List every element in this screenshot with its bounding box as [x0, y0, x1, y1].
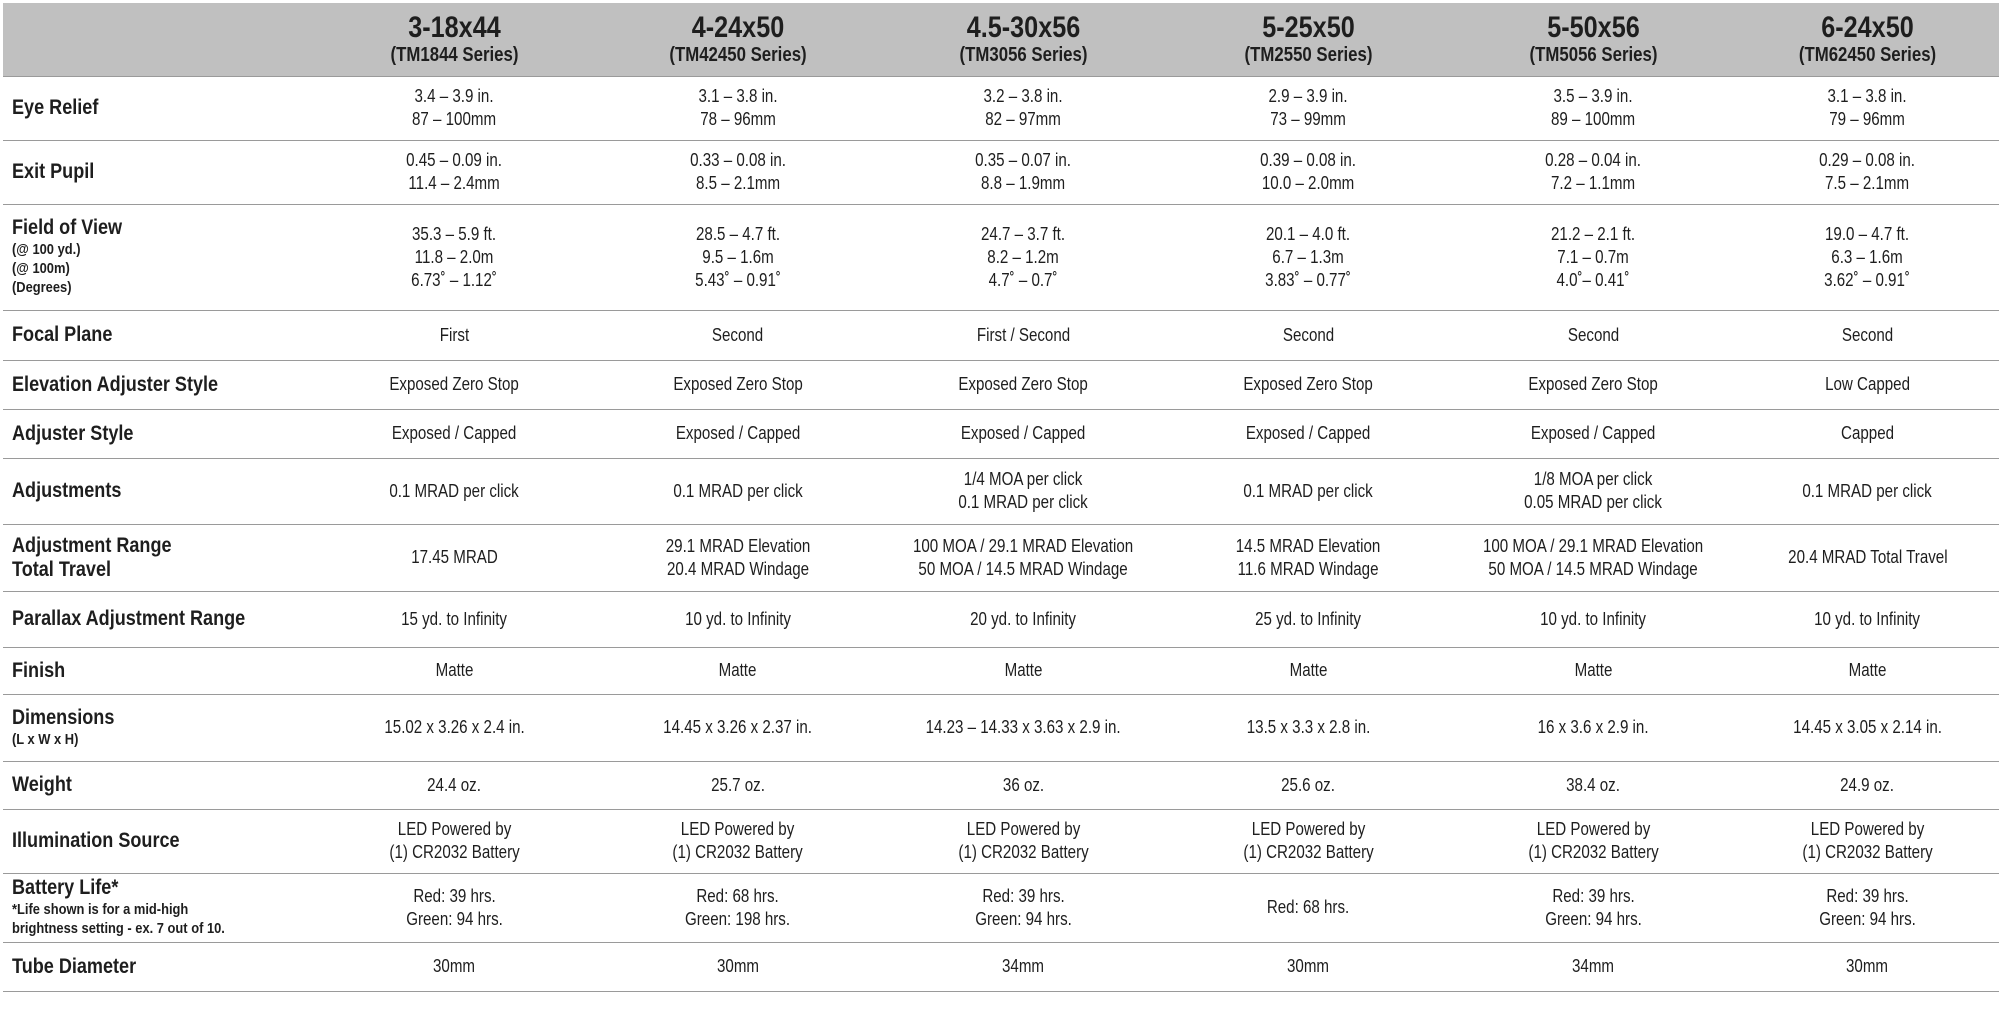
spec-value: 1/4 MOA per click 0.1 MRAD per click	[958, 469, 1089, 512]
spec-value: 0.39 – 0.08 in. 10.0 – 2.0mm	[1260, 150, 1357, 193]
spec-value: Exposed / Capped	[675, 423, 801, 443]
spec-value: Second	[1841, 324, 1894, 345]
table-body	[3, 76, 1999, 991]
row-label	[12, 829, 180, 853]
spec-cell	[1166, 310, 1451, 360]
spec-value: 25.6 oz.	[1281, 774, 1336, 795]
row-label	[12, 955, 136, 979]
table-row	[3, 809, 1999, 873]
spec-value: Matte	[1848, 660, 1887, 680]
spec-cell	[1736, 310, 1999, 360]
spec-value: 19.0 – 4.7 ft. 6.3 – 1.6m 3.62˚ – 0.91˚	[1824, 223, 1911, 290]
spec-cell	[595, 140, 881, 204]
spec-value: Red: 39 hrs. Green: 94 hrs.	[406, 885, 503, 929]
spec-cell	[1451, 140, 1736, 204]
row-label-note: *Life shown is for a mid-high	[12, 901, 189, 918]
spec-value: Matte	[1574, 660, 1613, 680]
spec-value: 14.23 – 14.33 x 3.63 x 2.9 in.	[925, 717, 1122, 737]
row-label-note: (@ 100m)	[12, 260, 70, 277]
spec-value: 28.5 – 4.7 ft. 9.5 – 1.6m 5.43˚ – 0.91˚	[695, 223, 781, 290]
spec-value: Red: 39 hrs. Green: 94 hrs.	[1819, 885, 1916, 929]
spec-cell	[1736, 873, 1999, 942]
spec-value: 3.2 – 3.8 in. 82 – 97mm	[983, 86, 1064, 129]
row-label	[12, 534, 172, 582]
spec-cell	[1451, 524, 1736, 591]
spec-value: Exposed Zero Stop	[1243, 374, 1374, 394]
spec-cell	[1166, 873, 1451, 942]
row-label-text: Dimensions	[12, 705, 115, 729]
spec-value: 1/8 MOA per click 0.05 MRAD per click	[1524, 469, 1663, 512]
spec-value: Exposed Zero Stop	[1528, 374, 1659, 394]
spec-cell	[595, 310, 881, 360]
spec-cell	[881, 761, 1166, 809]
spec-value: 10 yd. to Infinity	[685, 608, 791, 629]
spec-cell	[881, 809, 1166, 873]
model-name: 4.5-30x56	[966, 11, 1081, 45]
spec-cell	[314, 873, 595, 942]
spec-value: 0.35 – 0.07 in. 8.8 – 1.9mm	[975, 150, 1072, 193]
spec-value: First / Second	[976, 324, 1071, 345]
row-label-text: Adjustments	[12, 479, 122, 502]
row-label-cell	[3, 761, 314, 809]
spec-cell	[881, 310, 1166, 360]
model-name: 5-50x56	[1547, 11, 1640, 45]
spec-value: LED Powered by (1) CR2032 Battery	[1528, 819, 1659, 862]
spec-value: 0.28 – 0.04 in. 7.2 – 1.1mm	[1545, 150, 1642, 193]
row-label	[12, 773, 72, 797]
spec-cell	[1166, 360, 1451, 409]
spec-value: 20 yd. to Infinity	[970, 608, 1077, 629]
spec-cell	[1736, 809, 1999, 873]
row-label	[12, 216, 122, 297]
table-row	[3, 694, 1999, 761]
spec-cell	[1736, 204, 1999, 310]
spec-value: LED Powered by (1) CR2032 Battery	[672, 819, 804, 862]
spec-cell	[1451, 360, 1736, 409]
spec-cell	[1451, 873, 1736, 942]
spec-value: Second	[1567, 324, 1620, 345]
spec-value: 30mm	[1846, 956, 1889, 976]
spec-cell	[314, 761, 595, 809]
spec-cell	[1736, 409, 1999, 458]
spec-cell	[1166, 647, 1451, 694]
table-row	[3, 591, 1999, 647]
spec-value: 25.7 oz.	[711, 774, 765, 795]
spec-value: 30mm	[1287, 956, 1330, 976]
spec-value: Exposed Zero Stop	[389, 374, 520, 394]
model-series: (TM3056 Series)	[959, 44, 1088, 67]
table-row	[3, 310, 1999, 360]
row-label-text: Eye Relief	[12, 96, 99, 119]
spec-cell	[314, 204, 595, 310]
model-name: 3-18x44	[408, 11, 501, 45]
spec-value: First	[439, 324, 470, 345]
spec-cell	[1451, 591, 1736, 647]
spec-value: 20.1 – 4.0 ft. 6.7 – 1.3m 3.83˚ – 0.77˚	[1265, 223, 1352, 290]
spec-value: 14.5 MRAD Elevation 11.6 MRAD Windage	[1236, 535, 1381, 579]
spec-value: 34mm	[1572, 956, 1615, 976]
row-label-cell	[3, 409, 314, 458]
spec-value: 13.5 x 3.3 x 2.8 in.	[1246, 717, 1371, 737]
spec-cell	[595, 76, 881, 140]
row-label-text: Focal Plane	[12, 323, 113, 346]
row-label-text: Parallax Adjustment Range	[12, 607, 246, 630]
spec-cell	[1166, 809, 1451, 873]
spec-value: 16 x 3.6 x 2.9 in.	[1538, 717, 1649, 737]
row-label-cell	[3, 310, 314, 360]
spec-cell	[881, 458, 1166, 524]
row-label-text: Adjuster Style	[12, 421, 134, 445]
spec-value: 25 yd. to Infinity	[1255, 608, 1362, 629]
spec-value: Matte	[1289, 660, 1328, 680]
spec-value: LED Powered by (1) CR2032 Battery	[1243, 819, 1374, 862]
spec-cell	[595, 694, 881, 761]
spec-cell	[1451, 942, 1736, 991]
spec-value: 14.45 x 3.26 x 2.37 in.	[663, 717, 813, 737]
spec-cell	[314, 591, 595, 647]
spec-value: 0.1 MRAD per click	[389, 480, 520, 501]
table-row	[3, 524, 1999, 591]
model-header	[1451, 3, 1736, 76]
row-label-cell	[3, 809, 314, 873]
spec-value: 10 yd. to Infinity	[1814, 608, 1921, 629]
row-label	[12, 607, 245, 631]
spec-cell	[595, 873, 881, 942]
row-label-text: Tube Diameter	[12, 954, 137, 978]
model-header	[881, 3, 1166, 76]
spec-value: Exposed / Capped	[392, 423, 517, 443]
spec-cell	[1736, 360, 1999, 409]
spec-cell	[314, 647, 595, 694]
row-label-text: Exit Pupil	[12, 160, 95, 183]
row-label-cell	[3, 360, 314, 409]
spec-cell	[1736, 942, 1999, 991]
spec-value: 15.02 x 3.26 x 2.4 in.	[384, 717, 525, 737]
model-header	[1166, 3, 1451, 76]
spec-value: Exposed Zero Stop	[958, 374, 1089, 394]
spec-cell	[595, 809, 881, 873]
header-row	[3, 3, 1999, 76]
spec-value: Matte	[435, 660, 474, 680]
row-label-note: (Degrees)	[12, 279, 72, 296]
spec-cell	[595, 409, 881, 458]
model-header	[314, 3, 595, 76]
row-label-cell	[3, 694, 314, 761]
spec-value: 29.1 MRAD Elevation 20.4 MRAD Windage	[665, 535, 811, 579]
spec-value: Second	[1282, 324, 1335, 345]
spec-cell	[881, 409, 1166, 458]
spec-cell	[881, 591, 1166, 647]
spec-value: 20.4 MRAD Total Travel	[1787, 547, 1948, 567]
spec-value: Second	[712, 324, 764, 345]
spec-value: Exposed / Capped	[961, 423, 1086, 443]
row-label	[12, 479, 121, 503]
spec-value: Red: 68 hrs. Green: 198 hrs.	[685, 885, 791, 929]
row-label	[12, 422, 133, 446]
spec-cell	[314, 694, 595, 761]
model-header	[1736, 3, 1999, 76]
spec-value: LED Powered by (1) CR2032 Battery	[958, 819, 1089, 862]
spec-value: 14.45 x 3.05 x 2.14 in.	[1793, 717, 1942, 737]
spec-value: 0.1 MRAD per click	[673, 480, 803, 501]
spec-cell	[881, 76, 1166, 140]
model-name: 5-25x50	[1262, 11, 1355, 45]
row-label-text-2: Total Travel	[12, 557, 112, 581]
spec-value: 34mm	[1002, 956, 1045, 976]
spec-value: 36 oz.	[1002, 774, 1045, 795]
row-label	[12, 706, 114, 749]
spec-cell	[314, 809, 595, 873]
spec-cell	[1736, 694, 1999, 761]
spec-cell	[881, 204, 1166, 310]
row-label-note: (@ 100 yd.)	[12, 241, 81, 258]
spec-cell	[314, 458, 595, 524]
spec-cell	[595, 761, 881, 809]
model-series: (TM62450 Series)	[1798, 44, 1937, 67]
spec-cell	[1736, 76, 1999, 140]
spec-value: 24.7 – 3.7 ft. 8.2 – 1.2m 4.7˚ – 0.7˚	[981, 223, 1066, 290]
spec-cell	[1736, 647, 1999, 694]
spec-cell	[595, 524, 881, 591]
table-row	[3, 458, 1999, 524]
spec-cell	[1166, 409, 1451, 458]
spec-cell	[1166, 524, 1451, 591]
spec-cell	[314, 524, 595, 591]
spec-value: Matte	[1004, 660, 1043, 680]
spec-value: 30mm	[433, 956, 476, 976]
row-label-cell	[3, 458, 314, 524]
spec-cell	[881, 524, 1166, 591]
model-series: (TM2550 Series)	[1244, 44, 1373, 67]
spec-cell	[1451, 409, 1736, 458]
spec-value: Exposed Zero Stop	[673, 374, 803, 394]
spec-cell	[1451, 76, 1736, 140]
model-header	[595, 3, 881, 76]
spec-value: 100 MOA / 29.1 MRAD Elevation 50 MOA / 14.5 MRAD Windage	[913, 535, 1134, 579]
spec-cell	[1166, 140, 1451, 204]
spec-cell	[881, 694, 1166, 761]
table-row	[3, 761, 1999, 809]
row-label	[12, 373, 218, 397]
row-label-cell	[3, 942, 314, 991]
spec-cell	[1451, 694, 1736, 761]
spec-value: 10 yd. to Infinity	[1540, 608, 1647, 629]
spec-value: 35.3 – 5.9 ft. 11.8 – 2.0m 6.73˚ – 1.12˚	[411, 223, 498, 290]
spec-cell	[1451, 761, 1736, 809]
row-label-note: brightness setting - ex. 7 out of 10.	[12, 920, 225, 937]
spec-cell	[1451, 809, 1736, 873]
spec-cell	[595, 458, 881, 524]
model-series: (TM5056 Series)	[1529, 44, 1658, 67]
spec-value: 3.1 – 3.8 in. 78 – 96mm	[698, 86, 778, 129]
row-label-text: Adjustment Range	[12, 533, 172, 557]
spec-cell	[1166, 694, 1451, 761]
spec-value: 2.9 – 3.9 in. 73 – 99mm	[1268, 86, 1349, 129]
spec-value: 0.29 – 0.08 in. 7.5 – 2.1mm	[1819, 150, 1916, 193]
spec-value: 3.1 – 3.8 in. 79 – 96mm	[1827, 86, 1908, 129]
row-label-text: Elevation Adjuster Style	[12, 372, 219, 396]
table-row	[3, 204, 1999, 310]
spec-cell	[595, 647, 881, 694]
spec-cell	[1166, 942, 1451, 991]
model-name: 4-24x50	[691, 11, 785, 45]
header-corner	[3, 3, 314, 76]
table-row	[3, 360, 1999, 409]
spec-cell	[1451, 310, 1736, 360]
spec-cell	[1451, 204, 1736, 310]
spec-cell	[1166, 76, 1451, 140]
spec-value: 0.45 – 0.09 in. 11.4 – 2.4mm	[406, 150, 503, 193]
spec-cell	[314, 310, 595, 360]
table-header	[3, 3, 1999, 76]
spec-value: 38.4 oz.	[1566, 774, 1621, 795]
row-label-text: Illumination Source	[12, 829, 180, 852]
row-label-cell	[3, 873, 314, 942]
spec-value: Exposed / Capped	[1246, 423, 1371, 443]
spec-value: 100 MOA / 29.1 MRAD Elevation 50 MOA / 14.5 MRAD Windage	[1483, 535, 1704, 579]
spec-value: Red: 39 hrs. Green: 94 hrs.	[1545, 885, 1642, 929]
spec-cell	[881, 140, 1166, 204]
spec-cell	[1451, 647, 1736, 694]
spec-cell	[314, 942, 595, 991]
spec-value: Matte	[719, 660, 757, 680]
spec-value: 24.4 oz.	[427, 774, 482, 795]
spec-cell	[881, 873, 1166, 942]
table-row	[3, 409, 1999, 458]
spec-cell	[1736, 761, 1999, 809]
spec-cell	[314, 360, 595, 409]
spec-value: Red: 68 hrs.	[1267, 897, 1350, 917]
table-row	[3, 942, 1999, 991]
spec-cell	[1736, 140, 1999, 204]
row-label-note: (L x W x H)	[12, 730, 79, 748]
spec-cell	[1166, 761, 1451, 809]
spec-value: 24.9 oz.	[1840, 774, 1895, 795]
spec-value: Low Capped	[1825, 374, 1910, 394]
spec-cell	[881, 360, 1166, 409]
row-label-cell	[3, 524, 314, 591]
row-label-cell	[3, 204, 314, 310]
row-label-text: Weight	[12, 773, 72, 796]
model-name: 6-24x50	[1821, 11, 1914, 45]
row-label-text: Field of View	[12, 216, 123, 239]
spec-cell	[881, 942, 1166, 991]
spec-cell	[1736, 524, 1999, 591]
spec-cell	[1736, 591, 1999, 647]
row-label	[12, 160, 94, 184]
spec-value: 3.5 – 3.9 in. 89 – 100mm	[1551, 86, 1636, 129]
spec-cell	[1451, 458, 1736, 524]
spec-value: 0.1 MRAD per click	[1243, 480, 1374, 501]
row-label-text: Battery Life*	[12, 876, 119, 899]
table-row	[3, 76, 1999, 140]
spec-comparison-table	[3, 3, 1999, 992]
spec-value: LED Powered by (1) CR2032 Battery	[389, 819, 520, 862]
table-row	[3, 140, 1999, 204]
row-label-cell	[3, 591, 314, 647]
spec-cell	[1166, 458, 1451, 524]
spec-cell	[595, 591, 881, 647]
row-label	[12, 323, 112, 347]
row-label-text: Finish	[12, 658, 66, 682]
spec-value: 0.1 MRAD per click	[1802, 480, 1933, 501]
spec-cell	[1166, 204, 1451, 310]
spec-cell	[314, 76, 595, 140]
spec-value: 30mm	[716, 956, 759, 976]
spec-cell	[881, 647, 1166, 694]
row-label	[12, 876, 225, 938]
spec-cell	[1166, 591, 1451, 647]
spec-cell	[595, 942, 881, 991]
table-row	[3, 647, 1999, 694]
spec-value: 17.45 MRAD	[411, 547, 498, 567]
row-label-cell	[3, 76, 314, 140]
row-label	[12, 96, 98, 120]
spec-value: Exposed / Capped	[1531, 423, 1656, 443]
row-label-cell	[3, 647, 314, 694]
spec-value: Capped	[1841, 423, 1894, 443]
spec-cell	[1736, 458, 1999, 524]
spec-value: 3.4 – 3.9 in. 87 – 100mm	[412, 86, 497, 129]
model-series: (TM42450 Series)	[669, 44, 807, 67]
row-label-cell	[3, 140, 314, 204]
spec-cell	[314, 140, 595, 204]
row-label	[12, 659, 65, 683]
spec-value: 21.2 – 2.1 ft. 7.1 – 0.7m 4.0˚– 0.41˚	[1551, 223, 1636, 290]
spec-cell	[595, 204, 881, 310]
spec-value: LED Powered by (1) CR2032 Battery	[1802, 819, 1933, 862]
table-row	[3, 873, 1999, 942]
spec-value: Red: 39 hrs. Green: 94 hrs.	[975, 885, 1072, 929]
spec-cell	[314, 409, 595, 458]
spec-value: 0.33 – 0.08 in. 8.5 – 2.1mm	[690, 150, 786, 193]
spec-cell	[595, 360, 881, 409]
spec-value: 15 yd. to Infinity	[401, 608, 508, 629]
model-series: (TM1844 Series)	[390, 44, 519, 67]
